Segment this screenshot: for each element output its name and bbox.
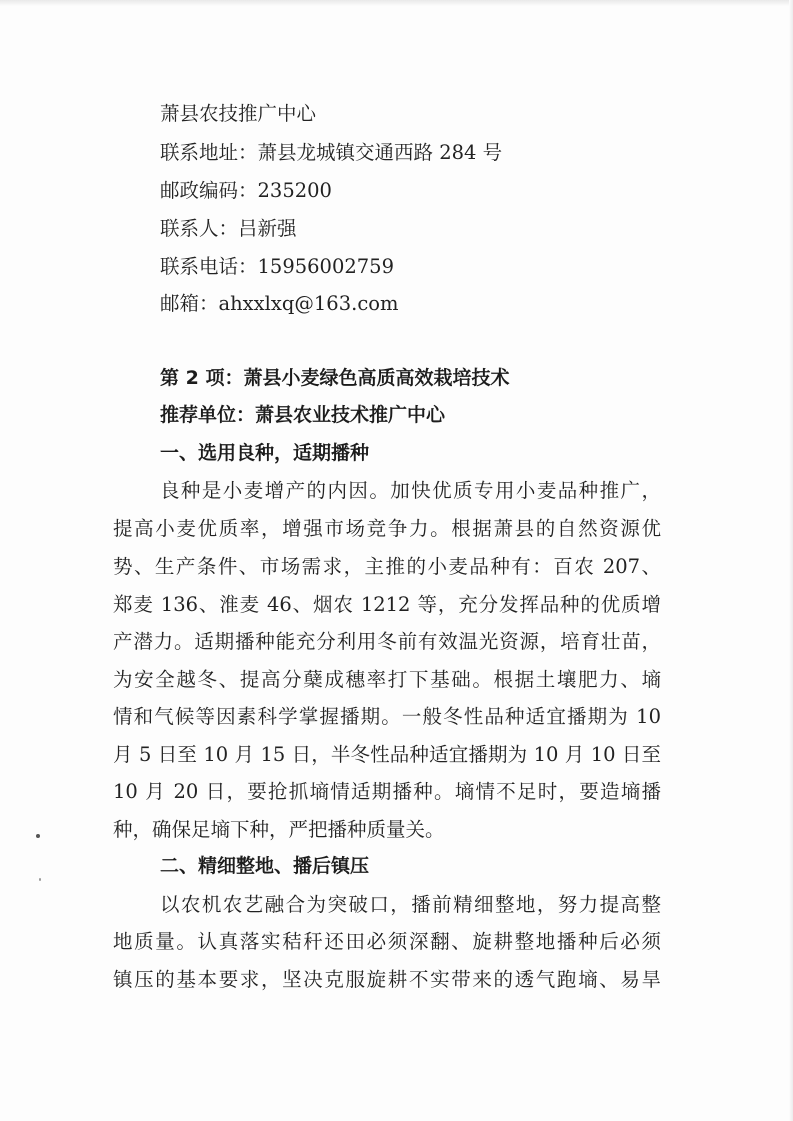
paragraph-line: 郑麦 136、淮麦 46、烟农 1212 等，充分发挥品种的优质增 [113,593,661,616]
paragraph-line: 10 月 20 日，要抢抓墒情适期播种。墒情不足时，要造墒播 [113,780,661,803]
contact-person: 联系人：吕新强 [160,217,297,240]
paragraph-line: 提高小麦优质率，增强市场竞争力。根据萧县的自然资源优 [113,517,661,540]
section1-heading: 一、选用良种，适期播种 [160,442,370,464]
item-unit: 推荐单位：萧县农业技术推广中心 [160,404,446,426]
contact-address: 联系地址：萧县龙城镇交通西路 284 号 [160,141,503,164]
scan-speck [36,834,40,838]
paragraph-line: 月 5 日至 10 月 15 日，半冬性品种适宜播期为 10 月 10 日至 [113,743,661,766]
paragraph-line: 镇压的基本要求，坚决克服旋耕不实带来的透气跑墒、易旱 [113,968,661,991]
section2-heading: 二、精细整地、播后镇压 [160,855,370,877]
paragraph-line: 种，确保足墒下种，严把播种质量关。 [113,818,445,841]
paragraph-line: 势、生产条件、市场需求，主推的小麦品种有：百农 207、 [113,555,661,578]
paragraph-line: 地质量。认真落实秸秆还田必须深翻、旋耕整地播种后必须 [113,930,661,953]
scan-speck [39,878,41,881]
contact-phone: 联系电话：15956002759 [160,255,394,278]
item-title: 第 2 项：萧县小麦绿色高质高效栽培技术 [160,367,510,389]
scan-edge [0,0,793,6]
contact-postcode: 邮政编码：235200 [160,179,332,202]
paragraph-line: 良种是小麦增产的内因。加快优质专用小麦品种推广， [160,479,661,502]
scan-edge [789,0,793,1121]
paragraph-line: 产潜力。适期播种能充分利用冬前有效温光资源，培育壮苗， [113,630,661,653]
paragraph-line: 以农机农艺融合为突破口，播前精细整地，努力提高整 [160,893,661,916]
contact-org: 萧县农技推广中心 [160,102,317,125]
paragraph-line: 为安全越冬、提高分蘖成穗率打下基础。根据土壤肥力、墒 [113,668,661,691]
paragraph-line: 情和气候等因素科学掌握播期。一般冬性品种适宜播期为 10 [113,705,661,728]
contact-email: 邮箱：ahxxlxq@163.com [160,292,399,315]
